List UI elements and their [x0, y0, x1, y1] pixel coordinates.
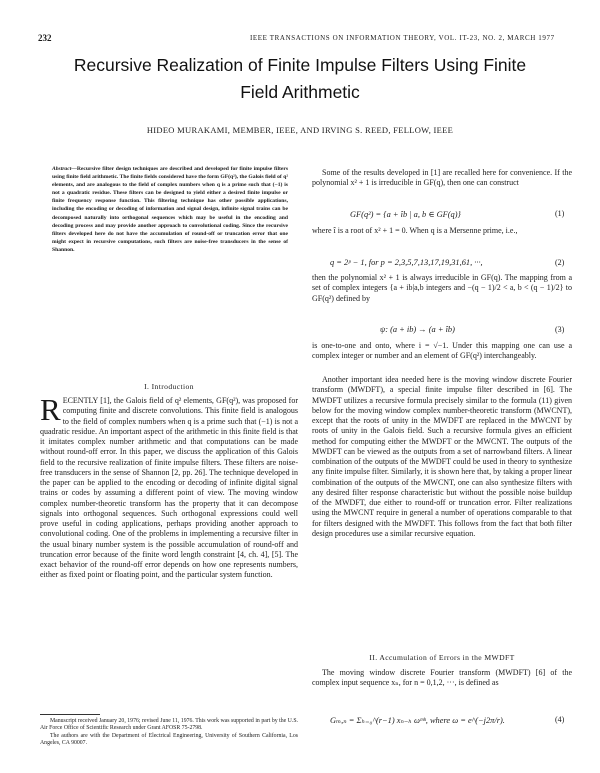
equation-2: q = 2ᵖ − 1, for p = 2,3,5,7,13,17,19,31,61, ···, — [330, 258, 483, 267]
equation-2-number: (2) — [555, 258, 565, 267]
running-header: IEEE TRANSACTIONS ON INFORMATION THEORY, VOL. IT-23, NO. 2, MARCH 1977 — [250, 34, 555, 42]
paragraph-text: Another important idea needed here is the moving window discrete Fourier transform (MWDFT), a special finite impulse filter described in [6]. The MWDFT utilizes a recursive formula precisely similar to the formula (11) given below for the moving window complex number-theoretic transform (MWCNT), except that the roots of unity in the MWDFT are replaced in the MWCNT by roots of unity in the Galois field. Such a recursive formula gives an efficient method for computing either the MWDFT or the MWCNT. The outputs of the MWDFT can be viewed as the outputs from a set of narrowband filters. A linear combination of the outputs of the MWDFT could be used in theory to synthesize any finite impulse filter. Similarly, it is shown here that, by taking a proper linear combination of the outputs of the MWCNT, one can also synthesize filters with any desired filter response characteristic but without the possible noise buildup of the MWDFT, due either to round-off or truncation error. Filter realizations using the MWCNT require in general a number of operations comparable to that for filters designed with the MWDFT. This follows from the fact that both filter design procedures use a similar recursive equation. — [312, 375, 572, 538]
footnote-affiliation: The authors are with the Department of Electrical Engineering, University of Southern California, Los Angeles, CA 90007. — [40, 732, 298, 746]
footnotes — [40, 718, 298, 747]
drop-cap: R — [40, 392, 61, 427]
equation-4: Gₘ,ₙ = Σₕ₌₀^(r−1) xₙ₋ₕ ωᵐʰ, where ω = e^(−j2π/r). — [330, 716, 505, 725]
equation-1: GF(q²) = {a + îb | a, b ∈ GF(q)} — [350, 210, 461, 219]
right-paragraph-1 — [312, 168, 572, 189]
section-heading-accumulation: II. Accumulation of Errors in the MWDFT — [369, 653, 515, 662]
abstract — [52, 165, 288, 254]
right-paragraph-2 — [312, 226, 572, 236]
paragraph-text: is one-to-one and onto, where i = √−1. Under this mapping one can use a complex integer or number and an element of GF(q²) interchangeably. — [312, 341, 572, 361]
author-line: HIDEO MURAKAMI, MEMBER, IEEE, AND IRVING S. REED, FELLOW, IEEE — [146, 125, 454, 135]
paragraph-text: then the polynomial x² + 1 is always irreducible in GF(q). The mapping from a set of complex integers {a + ib|a,b integers and −(q − 1)/2 < a, b < (q − 1)/2} to GF(q²) defined by — [312, 273, 572, 303]
page-number: 232 — [38, 33, 52, 43]
intro-text: ECENTLY [1], the Galois field of q² elements, GF(q²), was proposed for computing finite and discrete convolutions. This finite field is analogous to the field of complex numbers when q is a prime such that (−1) is not a quadratic residue. An important aspect of the arithmetic in this finite field is that it imitates complex number arithmetic and that computations can be made without round-off error. In this paper, we discuss the application of this Galois field to the recursive realization of finite impulse filters. These filters are noise-free transducers in the sense of Shannon [2, pp. 26]. The technique developed in the paper can be applied to the encoding or decoding of infinite digital signal trains or codes by assuming a different point of view. The moving window complex number-theoretic transform has the property that it can decompose signals into orthogonal sequences. Such orthogonal expressions could well prove useful in coding applications, perhaps providing another approach to convolutional coding. One of the problems in implementing a recursive filter in the usual binary number system is the possible accumulation of round-off and truncation error because of the finite word length constraint [4, ch. 4], [5]. The exact behavior of the round-off error depends on how one represents numbers, either as fixed point or floating point, and the particular system function. — [40, 396, 298, 580]
right-paragraph-4 — [312, 341, 572, 362]
equation-3-number: (3) — [555, 325, 565, 334]
paragraph-text: Some of the results developed in [1] are recalled here for convenience. If the polynomial x² + 1 is irreducible in GF(q), then one can construct — [312, 168, 572, 188]
paragraph-text: where î is a root of x² + 1 = 0. When q is a Mersenne prime, i.e., — [312, 226, 518, 235]
paper-title: Recursive Realization of Finite Impulse Filters Using Finite Field Arithmetic — [73, 55, 527, 102]
right-paragraph-6 — [312, 668, 572, 689]
paragraph-text: The moving window discrete Fourier transform (MWDFT) [6] of the complex input sequence xₙ, for n = 0,1,2, ···, is defined as — [312, 668, 572, 688]
right-paragraph-5 — [312, 375, 572, 539]
abstract-label: Abstract— — [52, 166, 77, 172]
intro-paragraph — [40, 392, 298, 581]
equation-1-number: (1) — [555, 209, 565, 218]
footnote-manuscript: Manuscript received January 20, 1976; revised June 11, 1976. This work was supported in part by the U.S. Air Force Office of Scientific Research under Grant AFOSR 75-2798. — [40, 718, 298, 732]
right-paragraph-3 — [312, 273, 572, 304]
footnote-rule — [40, 714, 100, 715]
abstract-text: Recursive filter design techniques are described and developed for finite impulse filters using finite field arithmetic. The finite fields considered have the form GF(q²), the Galois field of q² elements, and are analogous to the field of complex numbers when q is a prime such that (−1) is not a quadratic residue. These filters can be designed to yield either a desired finite impulse or finite frequency response function. This filtering technique has other possible applications, including the encoding or decoding of information and signal design, infinite signal trains can be decomposed naturally into orthogonal sequences which may be useful in the encoding and decoding process and may provide another approach to convolutional coding. Since the recursive filters developed here do not have the accumulation of round-off or truncation error that one might expect in recursive computations, such filters are noise-free transducers in the sense of Shannon. — [52, 166, 288, 253]
equation-4-number: (4) — [555, 715, 565, 724]
section-heading-introduction: I. Introduction — [144, 382, 194, 391]
equation-3: ψ: (a + ib) → (a + îb) — [380, 325, 455, 334]
